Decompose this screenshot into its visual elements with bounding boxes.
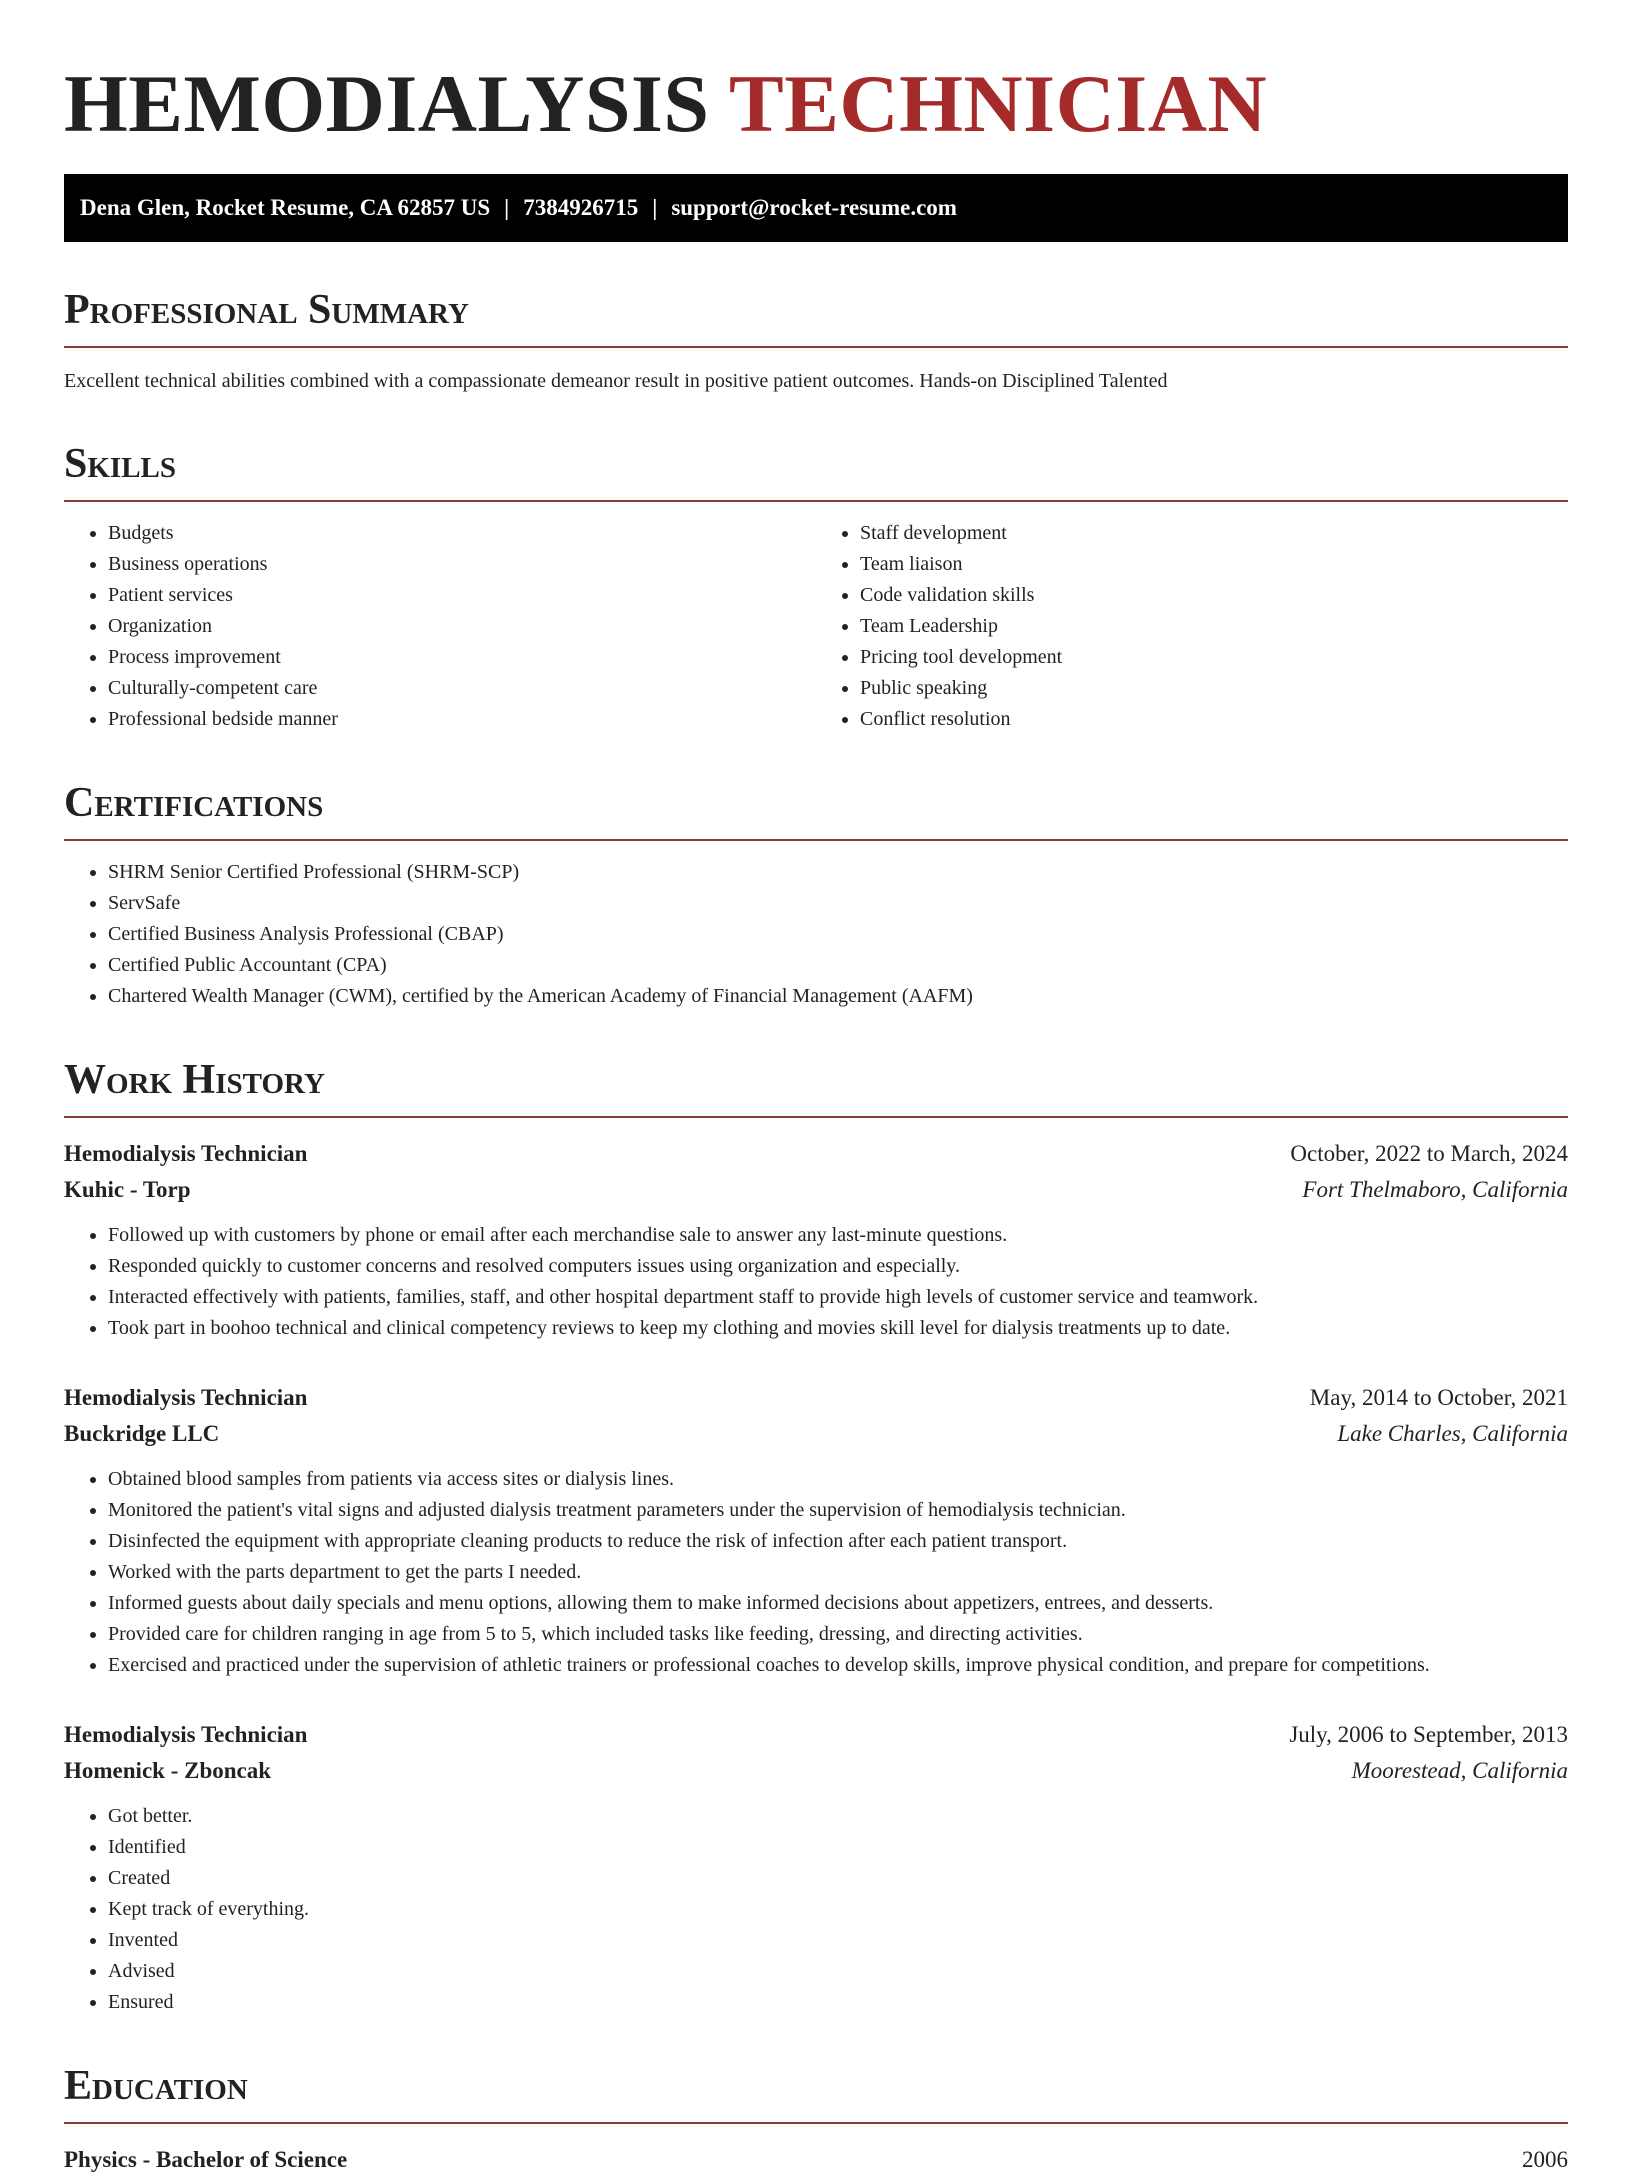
contact-bar bbox=[64, 174, 1568, 242]
job-bullet: • Advised bbox=[108, 1956, 1568, 1987]
education-row bbox=[64, 2142, 1568, 2178]
job-dates: July, 2006 to September, 2013 bbox=[1289, 1722, 1568, 1747]
section-heading: Education bbox=[64, 2062, 1568, 2124]
skills-grid bbox=[64, 502, 1568, 735]
skill-item: • Staff development bbox=[860, 518, 1568, 549]
job-header-row bbox=[64, 1136, 1568, 1172]
job-bullet: • Provided care for children ranging in age from 5 to 5, which included tasks like feeding, dressing, and directing activities. bbox=[108, 1619, 1568, 1650]
skill-item: • Organization bbox=[108, 611, 816, 642]
job-bullet: • Kept track of everything. bbox=[108, 1894, 1568, 1925]
job-bullet: • Interacted effectively with patients, families, staff, and other hospital department staff to provide high levels of customer service and teamwork. bbox=[108, 1282, 1568, 1313]
job-bullets bbox=[64, 1464, 1568, 1681]
certification-item: • ServSafe bbox=[108, 888, 1568, 919]
job-location: Lake Charles, California bbox=[1337, 1421, 1568, 1446]
job-bullet: • Monitored the patient's vital signs and adjusted dialysis treatment parameters under the supervision of hemodialysis technician. bbox=[108, 1495, 1568, 1526]
job-employer-row bbox=[64, 1416, 1568, 1452]
job-entry bbox=[64, 1136, 1568, 1344]
job-bullet: • Obtained blood samples from patients via access sites or dialysis lines. bbox=[108, 1464, 1568, 1495]
job-location: Moorestead, California bbox=[1351, 1758, 1568, 1783]
job-bullet: • Informed guests about daily specials and menu options, allowing them to make informed decisions about appetizers, entrees, and desserts. bbox=[108, 1588, 1568, 1619]
skill-item: • Code validation skills bbox=[860, 580, 1568, 611]
skill-item: • Public speaking bbox=[860, 673, 1568, 704]
education-section bbox=[64, 2062, 1568, 2178]
section-heading: Professional Summary bbox=[64, 286, 1568, 348]
job-title: Hemodialysis Technician bbox=[64, 1722, 308, 1747]
professional-summary-section bbox=[64, 286, 1568, 396]
job-bullet: • Exercised and practiced under the supervision of athletic trainers or professional coaches to develop skills, improve physical condition, and prepare for competitions. bbox=[108, 1650, 1568, 1681]
job-entry bbox=[64, 1717, 1568, 2018]
section-heading: Work History bbox=[64, 1056, 1568, 1118]
contact-email[interactable]: support@rocket-resume.com bbox=[671, 195, 957, 220]
job-company: Homenick - Zboncak bbox=[64, 1758, 272, 1783]
contact-phone[interactable]: 7384926715 bbox=[523, 195, 639, 220]
job-company: Kuhic - Torp bbox=[64, 1177, 191, 1202]
skill-item: • Team Leadership bbox=[860, 611, 1568, 642]
contact-separator: | bbox=[504, 195, 510, 220]
work-history-section bbox=[64, 1056, 1568, 2018]
job-bullet: • Got better. bbox=[108, 1801, 1568, 1832]
skill-item: • Budgets bbox=[108, 518, 816, 549]
education-degree: Physics - Bachelor of Science bbox=[64, 2147, 348, 2172]
job-bullet: • Followed up with customers by phone or email after each merchandise sale to answer any last-minute questions. bbox=[108, 1220, 1568, 1251]
skill-item: • Team liaison bbox=[860, 549, 1568, 580]
job-bullet: • Identified bbox=[108, 1832, 1568, 1863]
skills-list-right bbox=[816, 518, 1568, 735]
certifications-section bbox=[64, 779, 1568, 1012]
summary-text: Excellent technical abilities combined with a compassionate demeanor result in positive patient outcomes. Hands-on Disciplined Talented bbox=[64, 370, 1168, 392]
job-bullet: • Created bbox=[108, 1863, 1568, 1894]
job-bullets bbox=[64, 1220, 1568, 1344]
certifications-list bbox=[64, 857, 1568, 1012]
job-header-row bbox=[64, 1380, 1568, 1416]
section-heading: Skills bbox=[64, 440, 1568, 502]
skill-item: • Culturally-competent care bbox=[108, 673, 816, 704]
job-dates: May, 2014 to October, 2021 bbox=[1309, 1385, 1568, 1410]
certification-item: • Certified Public Accountant (CPA) bbox=[108, 950, 1568, 981]
job-location: Fort Thelmaboro, California bbox=[1302, 1177, 1568, 1202]
job-title: Hemodialysis Technician bbox=[64, 1141, 308, 1166]
skills-section bbox=[64, 440, 1568, 735]
job-entry bbox=[64, 1380, 1568, 1681]
job-bullets bbox=[64, 1801, 1568, 2018]
job-bullet: • Took part in boohoo technical and clinical competency reviews to keep my clothing and movies skill level for dialysis treatments up to date. bbox=[108, 1313, 1568, 1344]
job-title: Hemodialysis Technician bbox=[64, 1385, 308, 1410]
job-company: Buckridge LLC bbox=[64, 1421, 220, 1446]
job-employer-row bbox=[64, 1753, 1568, 1789]
contact-address: Dena Glen, Rocket Resume, CA 62857 US bbox=[80, 195, 491, 220]
skill-item: • Pricing tool development bbox=[860, 642, 1568, 673]
skills-list-left bbox=[64, 518, 816, 735]
skill-item: • Conflict resolution bbox=[860, 704, 1568, 735]
resume-title bbox=[64, 0, 1568, 156]
job-bullet: • Ensured bbox=[108, 1987, 1568, 2018]
job-bullet: • Responded quickly to customer concerns and resolved computers issues using organization and especially. bbox=[108, 1251, 1568, 1282]
skill-item: • Process improvement bbox=[108, 642, 816, 673]
title-second-word: TECHNICIAN bbox=[729, 58, 1268, 149]
title-first-word: HEMODIALYSIS bbox=[64, 58, 710, 149]
job-dates: October, 2022 to March, 2024 bbox=[1290, 1141, 1568, 1166]
job-header-row bbox=[64, 1717, 1568, 1753]
certification-item: • Chartered Wealth Manager (CWM), certified by the American Academy of Financial Management (AAFM) bbox=[108, 981, 1568, 1012]
education-year: 2006 bbox=[1522, 2147, 1568, 2172]
job-bullet: • Disinfected the equipment with appropriate cleaning products to reduce the risk of infection after each patient transport. bbox=[108, 1526, 1568, 1557]
skill-item: • Business operations bbox=[108, 549, 816, 580]
skill-item: • Professional bedside manner bbox=[108, 704, 816, 735]
contact-separator: | bbox=[652, 195, 658, 220]
certification-item: • Certified Business Analysis Professional (CBAP) bbox=[108, 919, 1568, 950]
job-bullet: • Worked with the parts department to get the parts I needed. bbox=[108, 1557, 1568, 1588]
certification-item: • SHRM Senior Certified Professional (SHRM-SCP) bbox=[108, 857, 1568, 888]
job-bullet: • Invented bbox=[108, 1925, 1568, 1956]
job-employer-row bbox=[64, 1172, 1568, 1208]
section-heading: Certifications bbox=[64, 779, 1568, 841]
skill-item: • Patient services bbox=[108, 580, 816, 611]
